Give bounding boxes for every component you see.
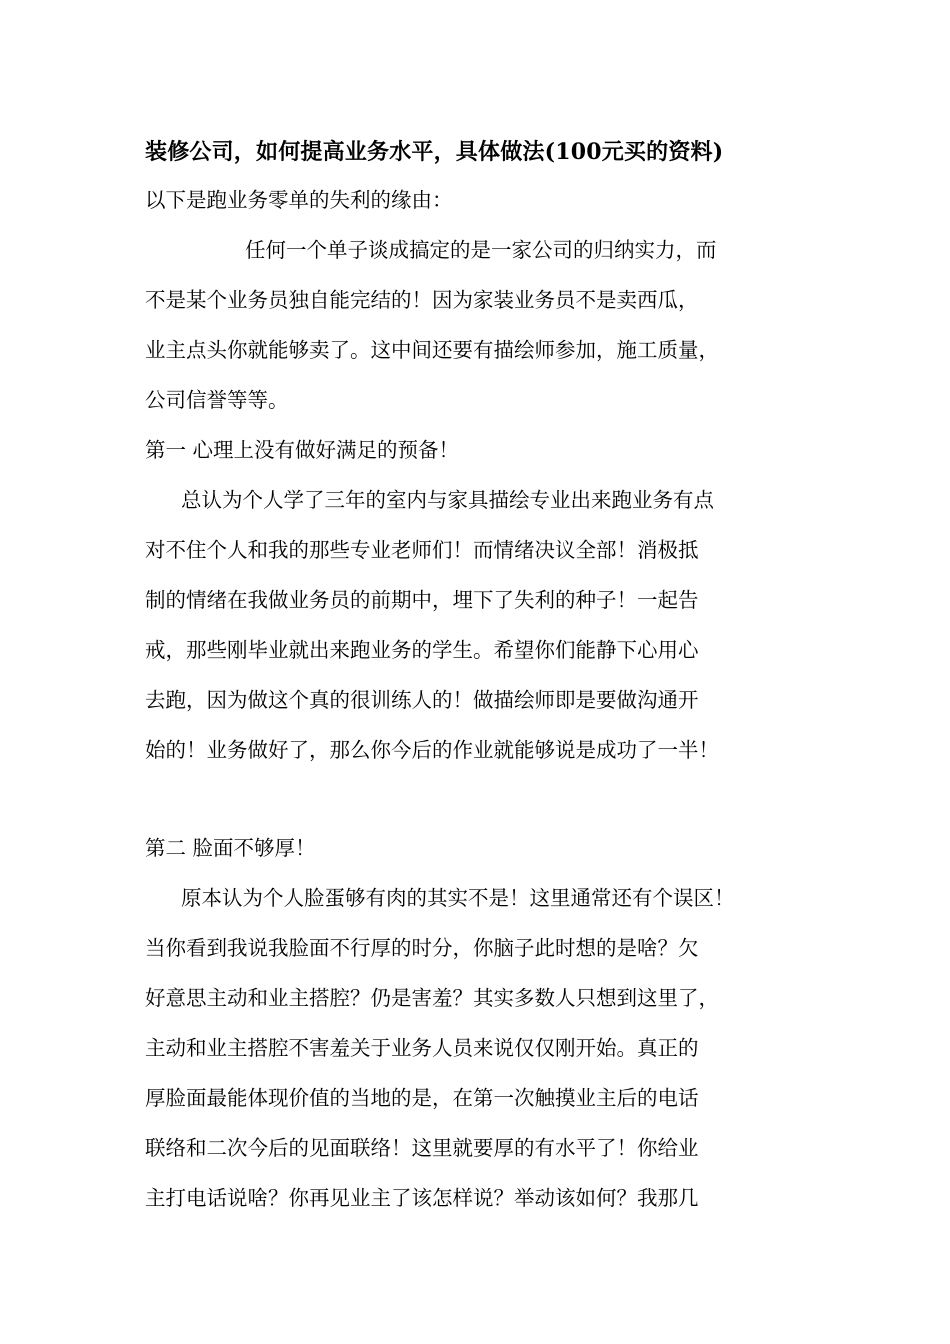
paragraph-line: 以下是跑业务零单的失利的缘由： [145, 188, 453, 212]
section-heading: 第一 心理上没有做好满足的预备！ [145, 438, 460, 462]
paragraph-line: 不是某个业务员独自能完结的！因为家装业务员不是卖西瓜， [145, 288, 699, 312]
paragraph-line: 总认为个人学了三年的室内与家具描绘专业出来跑业务有点 [181, 488, 714, 512]
paragraph-line: 原本认为个人脸蛋够有肉的其实不是！这里通常还有个误区！ [181, 886, 735, 910]
paragraph-line: 任何一个单子谈成搞定的是一家公司的归纳实力，而 [245, 238, 717, 262]
paragraph-line: 制的情绪在我做业务员的前期中，埋下了失利的种子！一起告 [145, 588, 699, 612]
paragraph-line: 厚脸面最能体现价值的当地的是，在第一次触摸业主后的电话 [145, 1086, 699, 1110]
paragraph-line: 好意思主动和业主搭腔？仍是害羞？其实多数人只想到这里了， [145, 986, 719, 1010]
paragraph-line: 主动和业主搭腔不害羞关于业务人员来说仅仅刚开始。真正的 [145, 1036, 699, 1060]
paragraph-line: 去跑，因为做这个真的很训练人的！做描绘师即是要做沟通开 [145, 688, 699, 712]
paragraph-line: 当你看到我说我脸面不行厚的时分，你脑子此时想的是啥？欠 [145, 936, 699, 960]
document-title: 装修公司，如何提高业务水平，具体做法(100元买的资料) [145, 139, 724, 165]
paragraph-line: 戒，那些刚毕业就出来跑业务的学生。希望你们能静下心用心 [145, 638, 699, 662]
paragraph-line: 主打电话说啥？你再见业主了该怎样说？举动该如何？我那几 [145, 1186, 699, 1210]
paragraph-line: 对不住个人和我的那些专业老师们！而情绪决议全部！消极抵 [145, 538, 699, 562]
paragraph-line: 公司信誉等等。 [145, 388, 289, 412]
paragraph-line: 始的！业务做好了，那么你今后的作业就能够说是成功了一半！ [145, 738, 719, 762]
paragraph-line: 业主点头你就能够卖了。这中间还要有描绘师参加，施工质量， [145, 338, 719, 362]
paragraph-line: 联络和二次今后的见面联络！这里就要厚的有水平了！你给业 [145, 1136, 699, 1160]
section-heading: 第二 脸面不够厚！ [145, 836, 316, 860]
